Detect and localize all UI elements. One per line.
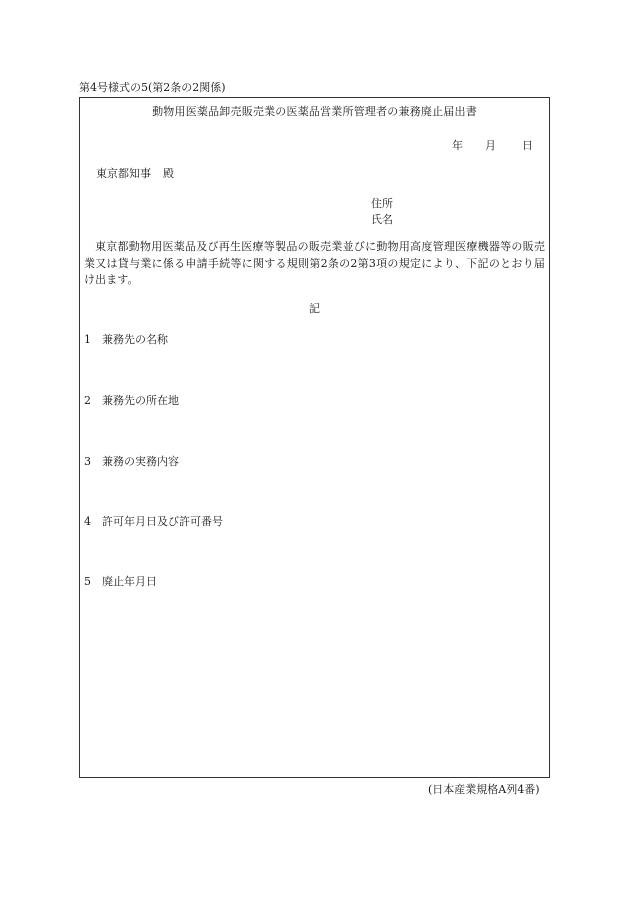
item-4 — [84, 514, 223, 530]
item-label: 廃止年月日 — [102, 575, 157, 588]
item-label: 兼務の実務内容 — [102, 455, 179, 468]
item-1 — [84, 332, 168, 348]
addressee-name: 東京都知事 — [96, 167, 151, 180]
item-label: 兼務先の名称 — [102, 333, 168, 346]
addressee — [96, 166, 174, 182]
item-number: 1 — [84, 333, 91, 346]
document-title: 動物用医薬品卸売販売業の医薬品営業所管理者の兼務廃止届出書 — [152, 105, 477, 118]
item-number: 3 — [84, 455, 91, 468]
name-label: 氏名 — [371, 213, 393, 226]
body-text: 東京都動物用医薬品及び再生医療等製品の販売業並びに動物用高度管理医療機器等の販売業又は貸与業に係る申請手続等に関する規則第2条の2第3項の規定により、下記のとおり届け出ます。 — [84, 240, 545, 286]
item-label: 許可年月日及び許可番号 — [102, 515, 223, 528]
form-frame — [79, 97, 550, 778]
address-label: 住所 — [371, 197, 393, 210]
applicant-block — [371, 196, 393, 228]
item-number: 4 — [84, 515, 91, 528]
item-number: 2 — [84, 394, 91, 407]
year-label: 年 — [452, 139, 463, 152]
item-5 — [84, 574, 157, 590]
form-number: 第4号様式の5(第2条の2関係) — [79, 81, 226, 94]
month-label: 月 — [485, 139, 496, 152]
item-number: 5 — [84, 575, 91, 588]
date-line — [452, 138, 533, 154]
day-label: 日 — [522, 139, 533, 152]
item-label: 兼務先の所在地 — [102, 394, 179, 407]
ki-heading: 記 — [309, 302, 320, 315]
item-3 — [84, 454, 179, 470]
paper-size-note: (日本産業規格A列4番) — [428, 783, 540, 796]
item-2 — [84, 393, 179, 409]
addressee-honorific: 殿 — [163, 167, 174, 180]
